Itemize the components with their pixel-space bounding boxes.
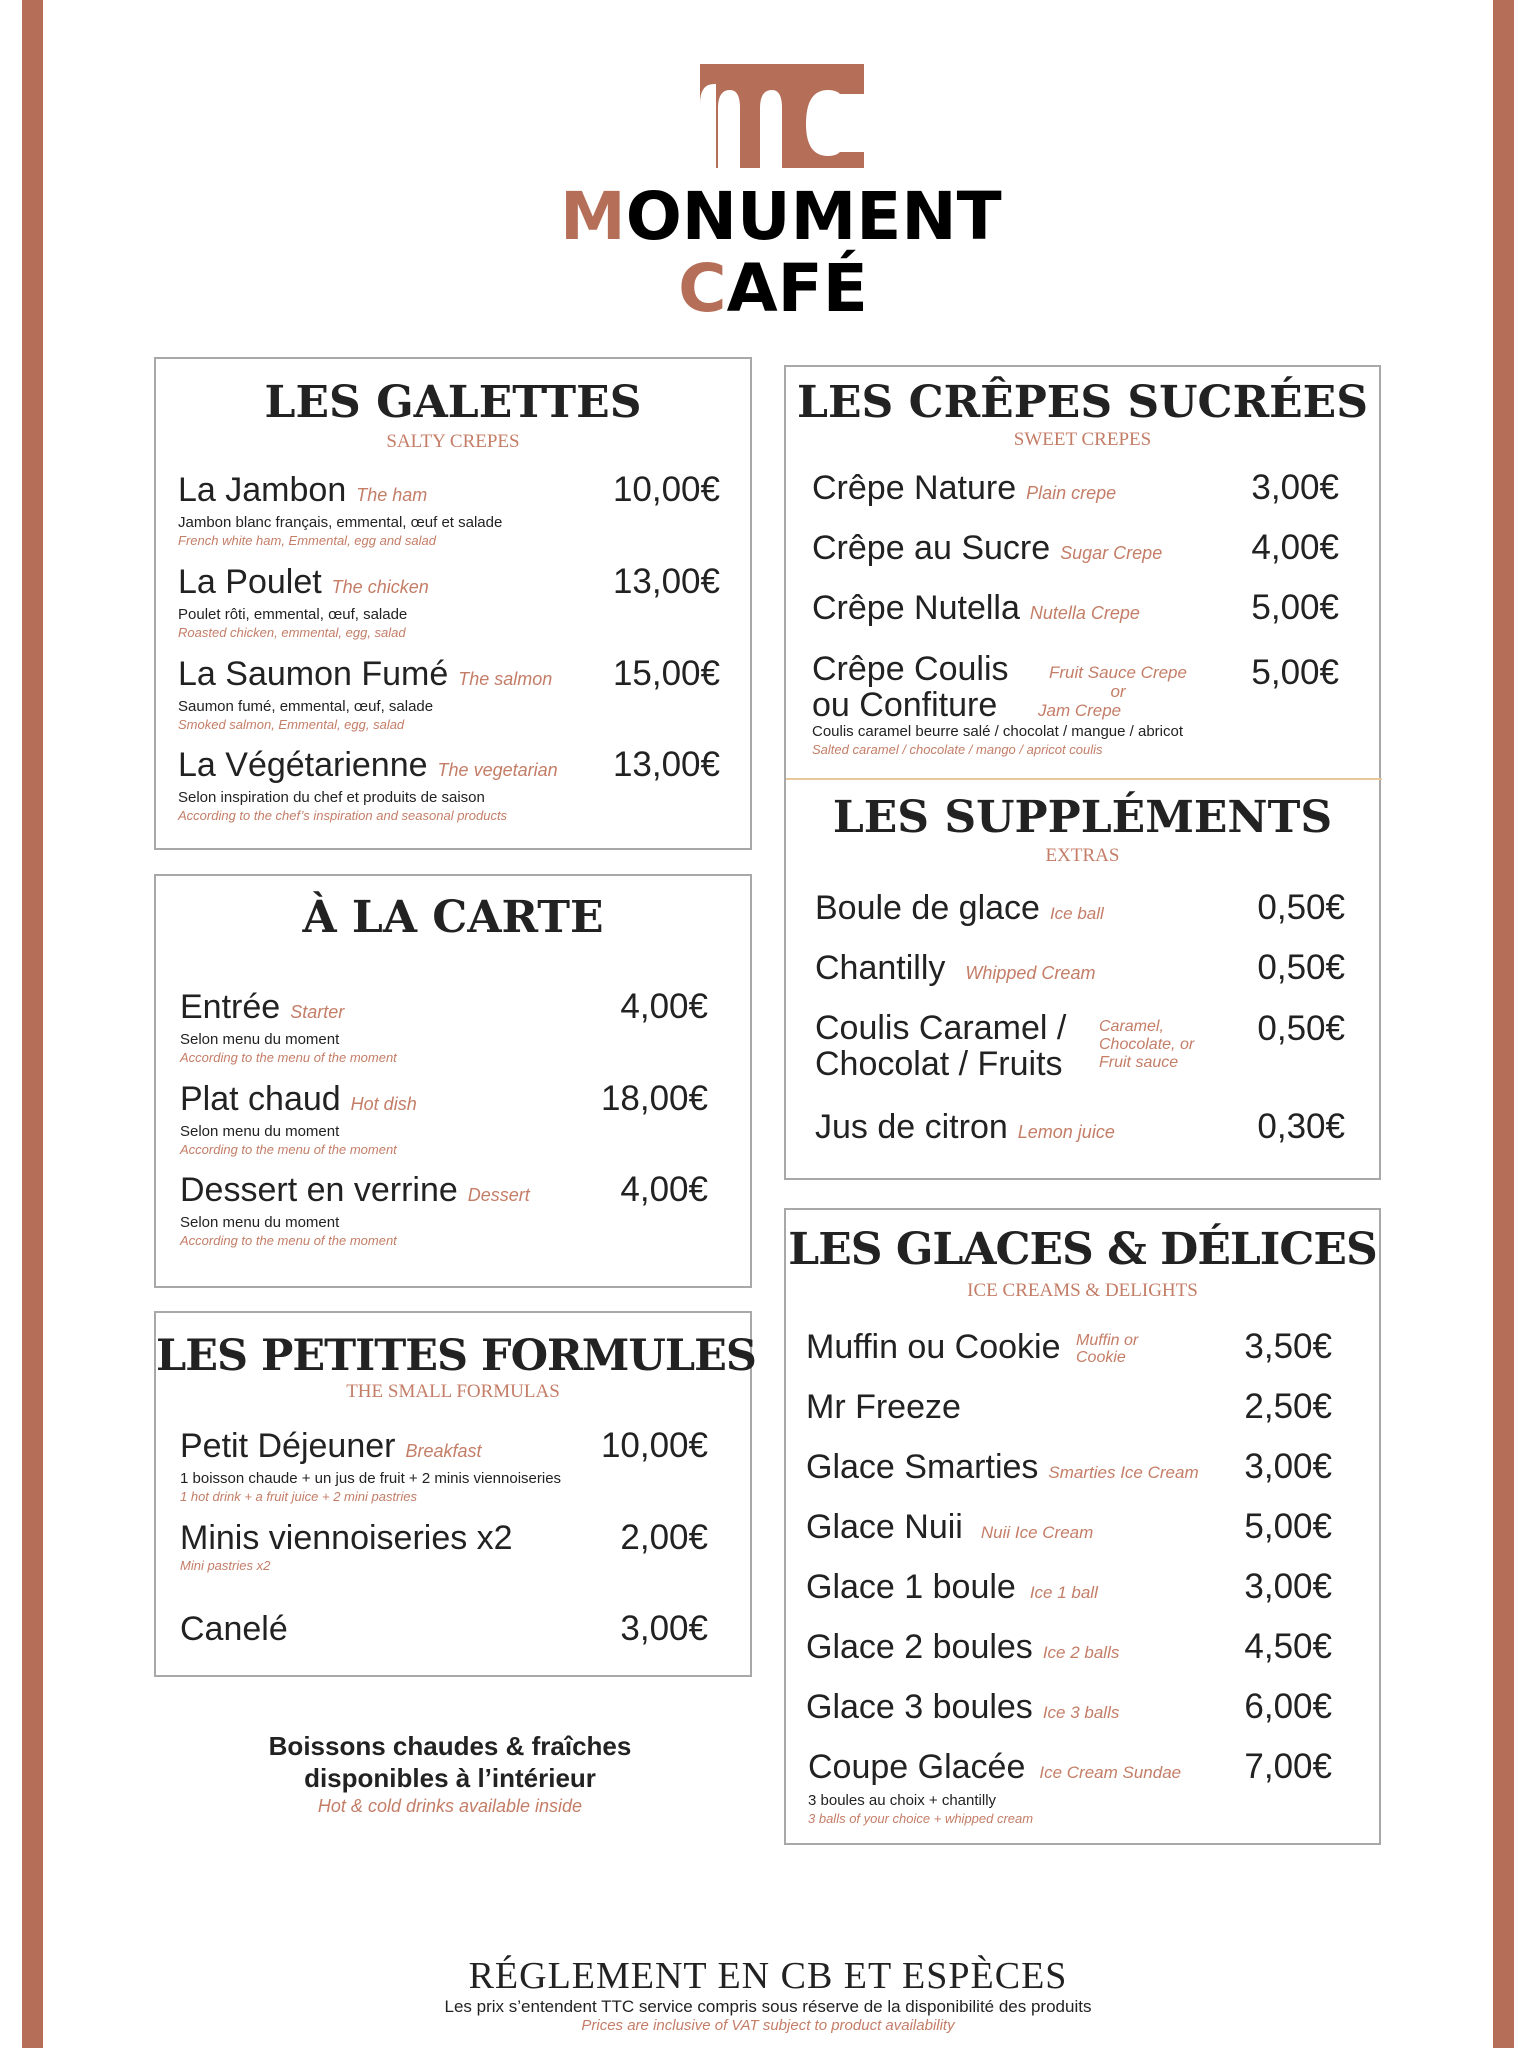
menu-item: [178, 471, 502, 549]
menu-item: [180, 1080, 417, 1158]
item-translation: The vegetarian: [437, 760, 558, 780]
drinks-note: [170, 1730, 730, 1818]
brand-logo: [560, 60, 1002, 330]
menu-item: [806, 1448, 1199, 1492]
item-translation: Breakfast: [405, 1441, 482, 1461]
item-description-en: French white ham, Emmental, egg and salad: [178, 533, 436, 548]
item-price: 4,00€: [1251, 528, 1339, 567]
drinks-line1: Boissons chaudes & fraîches: [268, 1731, 632, 1761]
item-description: Jambon blanc français, emmental, œuf et salade: [178, 514, 503, 531]
item-translation: Ice Cream Sundae: [1039, 1763, 1182, 1782]
item-description: Selon menu du moment: [180, 1123, 340, 1140]
item-price: 6,00€: [1244, 1687, 1332, 1726]
item-description-en: Roasted chicken, emmental, egg, salad: [178, 625, 406, 640]
menu-item: [180, 1171, 530, 1249]
item-description: 3 boules au choix + chantilly: [808, 1792, 997, 1809]
menu-item: [815, 889, 1104, 933]
item-name: Muffin ou Cookie: [806, 1328, 1061, 1366]
menu-item: [815, 949, 1095, 992]
item-translation: Whipped Cream: [965, 963, 1096, 983]
item-price: 13,00€: [612, 562, 720, 601]
section-title: LES GLACES & DÉLICES: [788, 1224, 1377, 1275]
item-translation: Ice 2 balls: [1042, 1643, 1120, 1662]
item-name: La Saumon Fumé: [178, 655, 449, 693]
item-translation: The chicken: [331, 577, 429, 597]
item-name: Chantilly: [815, 949, 946, 987]
section-title: LES PETITES FORMULES: [156, 1331, 756, 1381]
item-name: Crêpe Nutella: [812, 589, 1020, 627]
item-description-en: According to the chef’s inspiration and seasonal products: [178, 808, 508, 823]
item-name: Minis viennoiseries x2: [180, 1519, 513, 1557]
section-galettes: [154, 357, 752, 850]
section-title: LES GALETTES: [264, 377, 642, 428]
menu-item: [180, 988, 397, 1066]
price-note-en: Prices are inclusive of VAT subject to product availability: [581, 2017, 955, 2034]
menu-item: [812, 589, 1140, 632]
item-translation: Lemon juice: [1017, 1122, 1115, 1142]
item-description-en: According to the menu of the moment: [180, 1050, 397, 1065]
item-name: Jus de citron: [815, 1108, 1008, 1146]
menu-item: [180, 1519, 513, 1574]
item-price: 5,00€: [1251, 588, 1339, 627]
item-price: 2,50€: [1244, 1387, 1332, 1426]
item-translation: Plain crepe: [1026, 483, 1117, 503]
item-name: Glace 3 boules: [806, 1688, 1033, 1726]
item-name: Boule de glace: [815, 889, 1040, 927]
translation-line: Fruit sauce: [1099, 1054, 1179, 1071]
item-name: Crêpe au Sucre: [812, 529, 1051, 567]
item-price: 5,00€: [1244, 1507, 1332, 1546]
item-name: La Poulet: [178, 563, 322, 601]
item-name: Entrée: [180, 988, 281, 1026]
item-price: 3,00€: [1251, 468, 1339, 507]
item-translation: Sugar Crepe: [1060, 543, 1163, 563]
item-name-line2: ou Confiture: [812, 686, 998, 724]
item-price: 3,00€: [1244, 1567, 1332, 1606]
menu-item: [815, 1108, 1115, 1151]
item-description-en: According to the menu of the moment: [180, 1233, 397, 1248]
item-description: Selon menu du moment: [180, 1214, 340, 1231]
menu-item: [806, 1328, 1061, 1366]
item-name: Coupe Glacée: [808, 1748, 1026, 1786]
item-translation: Ice 3 balls: [1042, 1703, 1120, 1722]
menu-item: [806, 1568, 1098, 1612]
menu-item: [806, 1388, 961, 1426]
left-border-bar: [22, 0, 43, 2048]
item-translation: Nuii Ice Cream: [980, 1523, 1094, 1542]
item-price: 15,00€: [612, 654, 720, 693]
translation-line: Jam Crepe: [1038, 701, 1122, 720]
item-name: Plat chaud: [180, 1080, 341, 1118]
section-subtitle: SALTY CREPES: [386, 431, 520, 452]
item-description-en: 3 balls of your choice + whipped cream: [808, 1811, 1034, 1826]
item-name: Canelé: [180, 1610, 288, 1648]
price-note: Les prix s’entendent TTC service compris sous réserve de la disponibilité des produits: [444, 1997, 1092, 2016]
item-description: Poulet rôti, emmental, œuf, salade: [178, 606, 408, 623]
item-name: La Végétarienne: [178, 746, 428, 784]
section-glaces: [784, 1208, 1381, 1845]
item-description-en: 1 hot drink + a fruit juice + 2 mini pastries: [180, 1489, 418, 1504]
item-name: Dessert en verrine: [180, 1171, 458, 1209]
section-subtitle: SWEET CREPES: [1013, 429, 1152, 450]
section-title: LES SUPPLÉMENTS: [832, 792, 1333, 843]
menu-item: [812, 469, 1116, 512]
item-name-line2: Chocolat / Fruits: [815, 1045, 1063, 1083]
section-subtitle: EXTRAS: [1045, 845, 1120, 866]
section-title: LES CRÊPES SUCRÉES: [797, 377, 1368, 428]
menu-item: [806, 1508, 1093, 1552]
item-translation: Ice ball: [1049, 904, 1104, 923]
item-name-line1: Crêpe Coulis: [812, 650, 1009, 688]
item-name: Glace Nuii: [806, 1508, 963, 1546]
brand-name-rest1: ONUMENT: [625, 178, 1002, 255]
item-price: 10,00€: [600, 1426, 708, 1465]
section-subtitle: ICE CREAMS & DELIGHTS: [967, 1280, 1198, 1301]
item-price: 2,00€: [620, 1518, 708, 1557]
item-description-en: According to the menu of the moment: [180, 1142, 397, 1157]
item-translation: [1038, 663, 1198, 720]
payment-footer: [300, 1955, 1236, 2035]
item-price: 4,00€: [620, 1170, 708, 1209]
translation-line: Cookie: [1076, 1349, 1126, 1366]
item-price: 3,00€: [620, 1609, 708, 1648]
section-divider: [786, 778, 1382, 780]
menu-item: [178, 746, 558, 824]
item-name: La Jambon: [178, 471, 347, 509]
item-price: 0,30€: [1257, 1107, 1345, 1146]
item-price: 5,00€: [1251, 653, 1339, 692]
item-translation: Ice 1 ball: [1029, 1583, 1098, 1602]
section-petites-formules: [154, 1311, 756, 1677]
item-name: Mr Freeze: [806, 1388, 961, 1426]
drinks-en: Hot & cold drinks available inside: [317, 1796, 583, 1816]
item-description: Saumon fumé, emmental, œuf, salade: [178, 698, 434, 715]
item-price: 0,50€: [1257, 948, 1345, 987]
menu-item: [180, 1427, 561, 1505]
item-price: 13,00€: [612, 745, 720, 784]
brand-name-rest2: AFÉ: [726, 250, 868, 327]
item-description: 1 boisson chaude + un jus de fruit + 2 minis viennoiseries: [180, 1470, 562, 1487]
menu-item: [808, 1748, 1181, 1827]
item-name: Glace 1 boule: [806, 1568, 1016, 1606]
item-price: 4,00€: [620, 987, 708, 1026]
item-description: Selon inspiration du chef et produits de saison: [178, 789, 485, 806]
translation-line: Fruit Sauce Crepe: [1049, 663, 1187, 682]
item-price: 18,00€: [600, 1079, 708, 1118]
item-description-en: Smoked salmon, Emmental, egg, salad: [178, 717, 405, 732]
item-price: 7,00€: [1244, 1747, 1332, 1786]
item-name-line1: Coulis Caramel /: [815, 1009, 1067, 1047]
menu-item: [812, 529, 1162, 572]
menu-item: [815, 1010, 1066, 1082]
item-translation: Smarties Ice Cream: [1048, 1463, 1199, 1482]
section-a-la-carte: [154, 874, 752, 1288]
menu-item: [806, 1628, 1119, 1672]
brand-initial-c: C: [678, 250, 727, 327]
menu-item: [178, 655, 552, 733]
item-translation: Hot dish: [350, 1094, 417, 1114]
item-name: Crêpe Nature: [812, 469, 1017, 507]
item-price: 4,50€: [1244, 1627, 1332, 1666]
item-price: 3,00€: [1244, 1447, 1332, 1486]
item-translation: The salmon: [458, 669, 553, 689]
item-description-en: Mini pastries x2: [180, 1558, 271, 1573]
item-translation: [1076, 1332, 1138, 1366]
brand-name-line2: [560, 250, 980, 327]
item-price: 10,00€: [612, 470, 720, 509]
drinks-line2: disponibles à l’intérieur: [304, 1763, 596, 1793]
brand-initial-m: M: [560, 178, 626, 255]
item-price: 0,50€: [1257, 888, 1345, 927]
item-description-en: Salted caramel / chocolate / mango / apricot coulis: [812, 742, 1103, 757]
section-supplements: [784, 782, 1381, 1178]
translation-line: Chocolate, or: [1099, 1036, 1195, 1053]
translation-line: Muffin or: [1076, 1332, 1139, 1349]
item-price: 3,50€: [1244, 1327, 1332, 1366]
item-price: 0,50€: [1257, 1009, 1345, 1048]
brand-name-line1: [560, 178, 1002, 255]
right-border-bar: [1493, 0, 1514, 2048]
mc-monogram-icon: [678, 64, 864, 168]
item-name: Petit Déjeuner: [180, 1427, 396, 1465]
item-translation: Starter: [290, 1002, 345, 1022]
menu-item: [806, 1688, 1119, 1732]
item-description: Selon menu du moment: [180, 1031, 340, 1048]
section-subtitle: THE SMALL FORMULAS: [346, 1381, 560, 1402]
item-name: Glace Smarties: [806, 1448, 1039, 1486]
menu-item: [178, 563, 429, 641]
item-translation: [1099, 1018, 1194, 1072]
item-translation: The ham: [356, 485, 428, 505]
section-title: À LA CARTE: [302, 892, 604, 943]
item-description: Coulis caramel beurre salé / chocolat / mangue / abricot: [812, 723, 1184, 740]
translation-line: or: [1110, 682, 1126, 701]
menu-item: [180, 1610, 288, 1648]
item-translation: Dessert: [467, 1185, 530, 1205]
item-name: Glace 2 boules: [806, 1628, 1033, 1666]
payment-title: RÉGLEMENT EN CB ET ESPÈCES: [468, 1955, 1068, 1997]
translation-line: Caramel,: [1099, 1018, 1164, 1035]
item-translation: Nutella Crepe: [1029, 603, 1140, 623]
